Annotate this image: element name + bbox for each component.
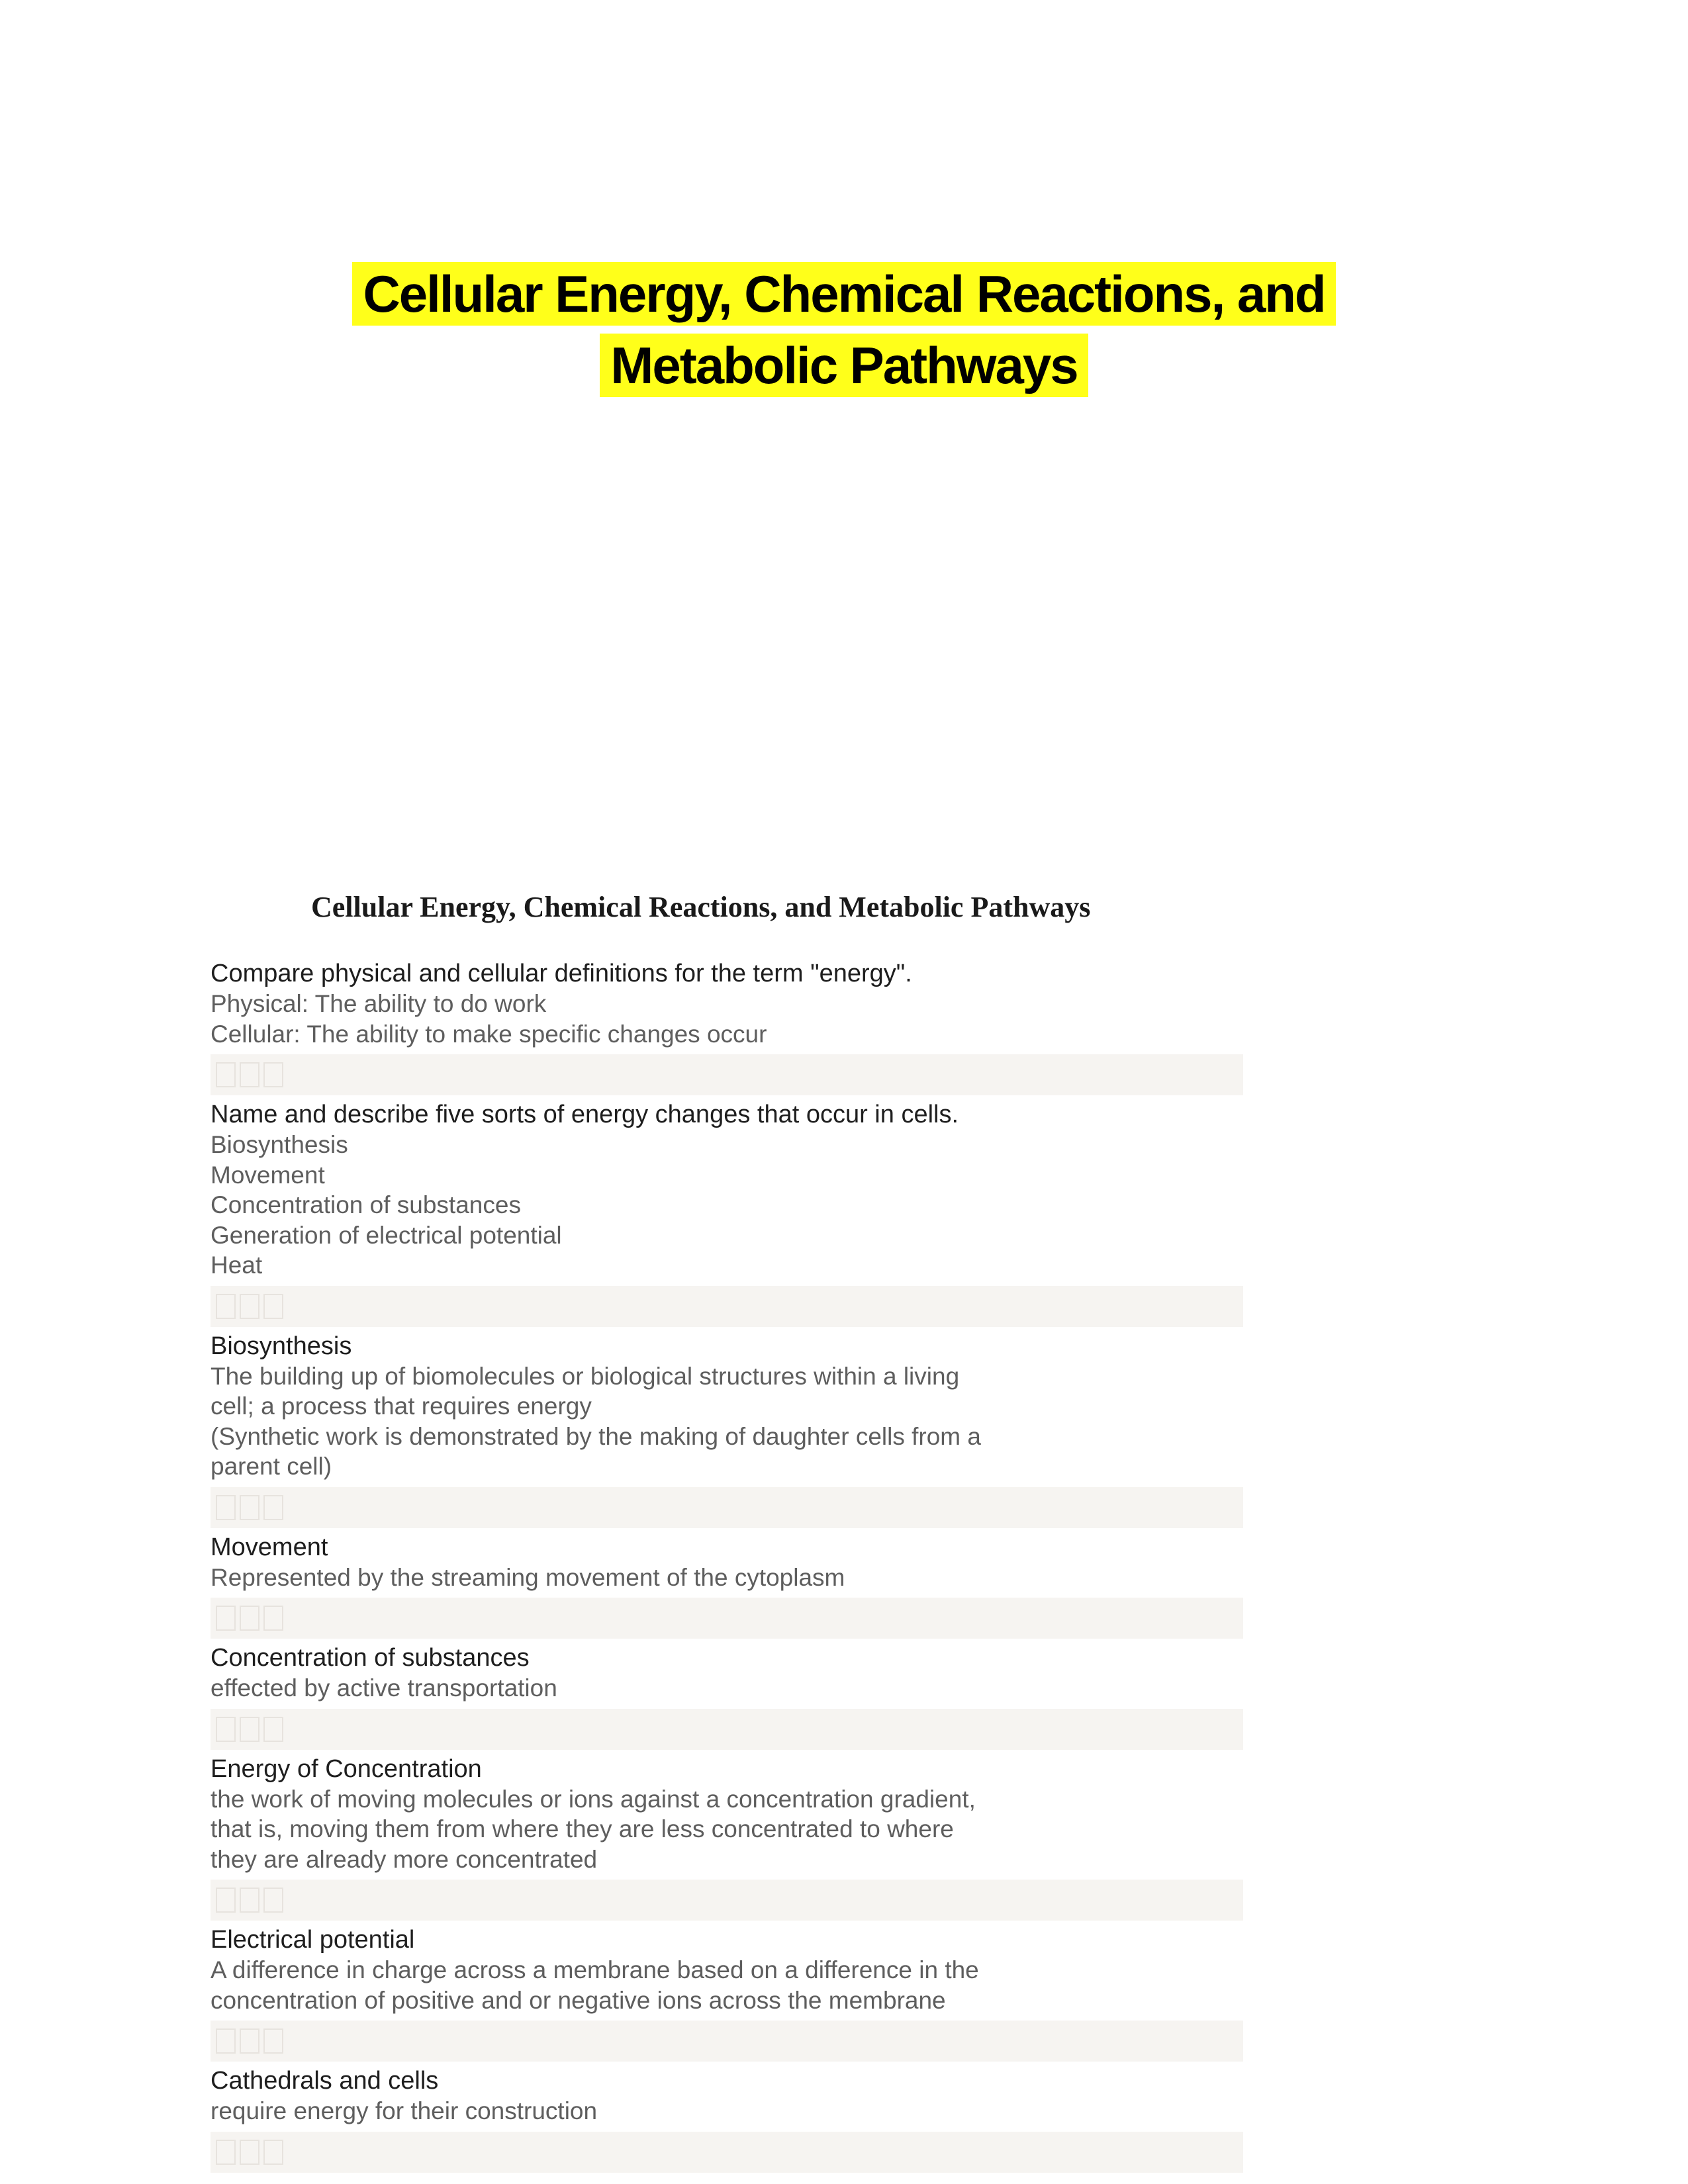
flashcard-term: Movement: [211, 1533, 328, 1561]
placeholder-box-icon: [263, 1888, 283, 1913]
card-separator: [211, 1880, 1243, 1921]
definition-line: A difference in charge across a membrane based on a difference in the concentration of positive and or negative ions across the membrane: [211, 1956, 979, 2014]
placeholder-box-icon: [240, 2028, 259, 2054]
flashcard-definition: [211, 989, 992, 1049]
placeholder-box-icon: [216, 1062, 236, 1087]
flashcard: [211, 2066, 1243, 2173]
flashcard-definition: [211, 1673, 992, 1704]
placeholder-box-icon: [263, 1717, 283, 1742]
flashcard: [211, 1099, 1243, 1327]
definition-line: effected by active transportation: [211, 1674, 557, 1702]
flashcard-definition: [211, 1955, 992, 2015]
placeholder-box-icon: [263, 1294, 283, 1319]
flashcard: [211, 1331, 1243, 1528]
placeholder-box-icon: [240, 1294, 259, 1319]
placeholder-box-icon: [240, 1888, 259, 1913]
placeholder-box-icon: [263, 2028, 283, 2054]
flashcard-definition: [211, 1361, 992, 1482]
flashcard-definition: [211, 2096, 992, 2126]
card-separator: [211, 2132, 1243, 2173]
flashcard-term: Cathedrals and cells: [211, 2067, 439, 2095]
flashcard: [211, 1532, 1243, 1639]
definition-line: require energy for their construction: [211, 2097, 598, 2124]
card-separator: [211, 1487, 1243, 1528]
flashcard-term: Compare physical and cellular definitions for the term "energy".: [211, 960, 912, 987]
definition-line: Represented by the streaming movement of the cytoplasm: [211, 1563, 845, 1591]
flashcard-term: Concentration of substances: [211, 1644, 530, 1672]
definition-line: Physical: The ability to do work: [211, 990, 547, 1017]
definition-line: Movement: [211, 1161, 325, 1189]
placeholder-box-icon: [216, 1294, 236, 1319]
placeholder-box-icon: [240, 1606, 259, 1631]
placeholder-box-icon: [216, 1606, 236, 1631]
flashcard-definition: [211, 1784, 992, 1875]
placeholder-box-icon: [240, 1717, 259, 1742]
flashcard: [211, 1754, 1243, 1921]
flashcard-term: Energy of Concentration: [211, 1754, 482, 1783]
definition-line: Generation of electrical potential: [211, 1221, 562, 1249]
banner-title-text: Cellular Energy, Chemical Reactions, and Metabolic Pathways: [352, 262, 1335, 397]
card-separator: [211, 1709, 1243, 1750]
placeholder-box-icon: [263, 1495, 283, 1520]
placeholder-box-icon: [240, 2140, 259, 2165]
flashcard: [211, 1925, 1243, 2062]
definition-line: the work of moving molecules or ions against a concentration gradient, that is, moving them from where they are less concentrated to where they are already more concentrated: [211, 1785, 976, 1873]
definition-line: Heat: [211, 1251, 263, 1279]
definition-line: Concentration of substances: [211, 1191, 521, 1218]
banner-title: [252, 258, 1436, 401]
placeholder-box-icon: [216, 1888, 236, 1913]
placeholder-box-icon: [216, 1495, 236, 1520]
card-separator: [211, 1598, 1243, 1639]
flashcard-list: [211, 958, 1243, 2177]
placeholder-box-icon: [263, 2140, 283, 2165]
flashcard-definition: [211, 1563, 992, 1593]
definition-line: Cellular: The ability to make specific changes occur: [211, 1020, 767, 1048]
flashcard-term: Electrical potential: [211, 1926, 415, 1954]
flashcard-term: Name and describe five sorts of energy changes that occur in cells.: [211, 1101, 959, 1128]
card-separator: [211, 1286, 1243, 1327]
definition-line: The building up of biomolecules or biological structures within a living cell; a process that requires energy: [211, 1362, 960, 1420]
flashcard-term: Biosynthesis: [211, 1332, 352, 1360]
definition-line: Biosynthesis: [211, 1131, 348, 1158]
placeholder-box-icon: [240, 1062, 259, 1087]
placeholder-box-icon: [240, 1495, 259, 1520]
document-heading: Cellular Energy, Chemical Reactions, and Metabolic Pathways: [311, 891, 1091, 923]
flashcard: [211, 958, 1243, 1095]
placeholder-box-icon: [263, 1606, 283, 1631]
flashcard-definition: [211, 1130, 992, 1281]
card-separator: [211, 1054, 1243, 1095]
placeholder-box-icon: [263, 1062, 283, 1087]
placeholder-box-icon: [216, 2028, 236, 2054]
flashcard: [211, 1643, 1243, 1750]
placeholder-box-icon: [216, 1717, 236, 1742]
card-separator: [211, 2021, 1243, 2062]
placeholder-box-icon: [216, 2140, 236, 2165]
definition-line: (Synthetic work is demonstrated by the making of daughter cells from a parent cell): [211, 1422, 981, 1480]
